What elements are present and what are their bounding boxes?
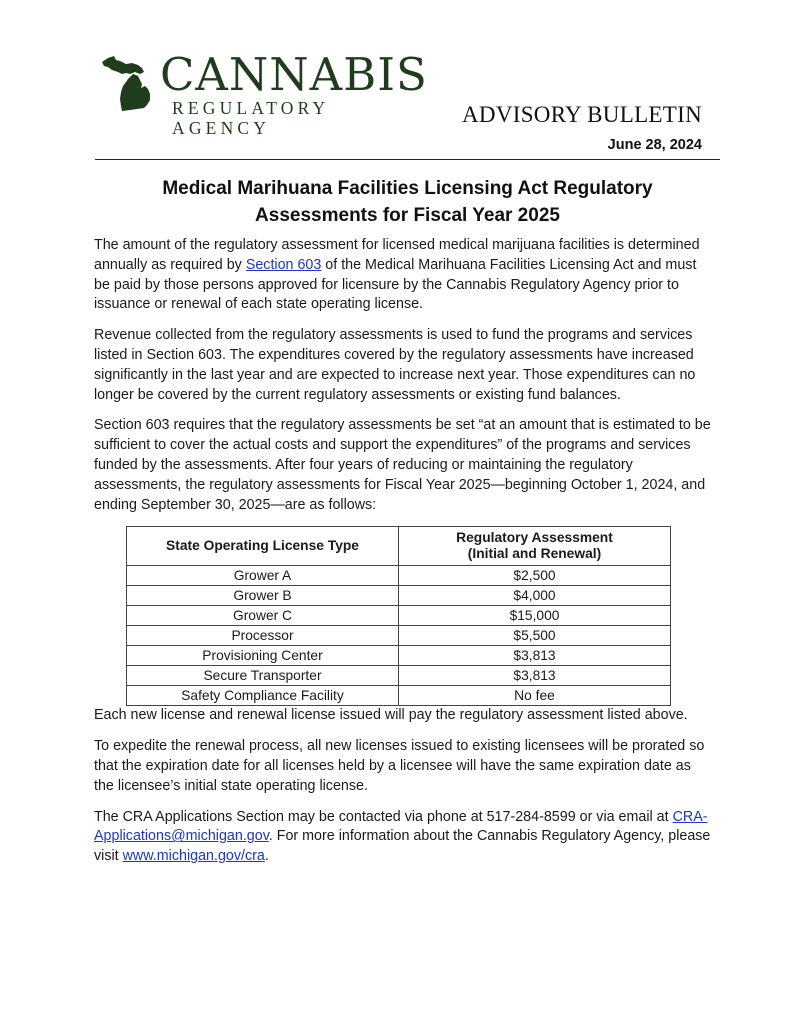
title-line-2: Assessments for Fiscal Year 2025 [255,205,560,226]
paragraph-text: The CRA Applications Section may be contacted via phone at 517-284-8599 or via email at [94,808,673,825]
license-type-cell: Secure Transporter [127,666,399,686]
paragraph-contact [94,808,714,867]
fee-table [126,526,671,706]
fee-cell: No fee [399,686,671,706]
section-603-link[interactable]: Section 603 [245,256,322,273]
table-row [127,666,671,686]
paragraph-section-603-requirement: Section 603 requires that the regulatory assessments be set “at an amount that is estimated to be sufficient to cover the actual costs and support the expenditures” of the programs and services funded by the assessments. After four years of reducing or maintaining the regulatory assessments, the regulatory assessments for Fiscal Year 2025—beginning October 1, 2024, and ending September 30, 2025—are as follows: [94,417,711,513]
paragraph-text: . [264,848,269,865]
license-type-cell: Grower A [127,566,399,586]
fee-cell: $3,813 [399,646,671,666]
paragraph-text: of the Medical Marihuana Facilities Licensing Act and must be paid by those persons approved for licensure by the Cannabis Regulatory Agency prior to issuance or renewal of each state operating license. [94,256,697,313]
fee-cell: $15,000 [399,606,671,626]
header-line: (Initial and Renewal) [467,546,602,562]
michigan-map-icon [100,52,162,114]
table-row [127,566,671,586]
header-line: Regulatory Assessment [456,530,613,546]
bulletin-body [94,236,714,878]
license-type-cell: Provisioning Center [127,646,399,666]
table-row [127,586,671,606]
table-row [127,606,671,626]
table-row [127,646,671,666]
fee-table-header-row [127,527,671,566]
title-line-1: Medical Marihuana Facilities Licensing Act Regulatory [162,178,653,199]
website-link[interactable]: www.michigan.gov/cra [122,848,265,865]
fee-cell: $4,000 [399,586,671,606]
header-regulatory-assessment [399,527,671,566]
fee-cell: $3,813 [399,666,671,686]
header-license-type: State Operating License Type [127,527,399,566]
cra-logo [100,48,430,138]
paragraph-assessment-intro [94,236,714,315]
logo-subtitle: REGULATORY AGENCY [172,98,329,138]
paragraph-text: . For more information about the Cannabis Regulatory Agency, please visit [94,828,711,865]
page-title [95,175,720,229]
paragraph-each-license: Each new license and renewal license issued will pay the regulatory assessment listed above. [94,707,688,724]
document-type-heading: ADVISORY BULLETIN [462,102,702,127]
header-divider [95,159,720,160]
license-type-cell: Grower C [127,606,399,626]
fee-cell: $2,500 [399,566,671,586]
bulletin-date: June 28, 2024 [607,137,702,153]
logo-wordmark: CANNABIS [160,48,428,101]
license-type-cell: Processor [127,626,399,646]
paragraph-text: The amount of the regulatory assessment for licensed medical marijuana facilities is determined annually as required by [94,237,700,273]
table-row [127,626,671,646]
license-type-cell: Safety Compliance Facility [127,686,399,706]
table-row [127,686,671,706]
fee-cell: $5,500 [399,626,671,646]
paragraph-prorated-renewal: To expedite the renewal process, all new licenses issued to existing licensees will be prorated so that the expiration date for all licenses held by a licensee will have the same expiration date as the licensee’s initial state operating license. [94,738,705,794]
paragraph-revenue: Revenue collected from the regulatory assessments is used to fund the programs and services listed in Section 603. The expenditures covered by the regulatory assessments have increased significantly in the last year and are expected to increase next year. Those expenditures can no longer be covered by the current regulatory assessments or existing fund balances. [94,327,696,403]
email-link[interactable]: CRA-Applications@michigan.gov [94,808,708,845]
license-type-cell: Grower B [127,586,399,606]
